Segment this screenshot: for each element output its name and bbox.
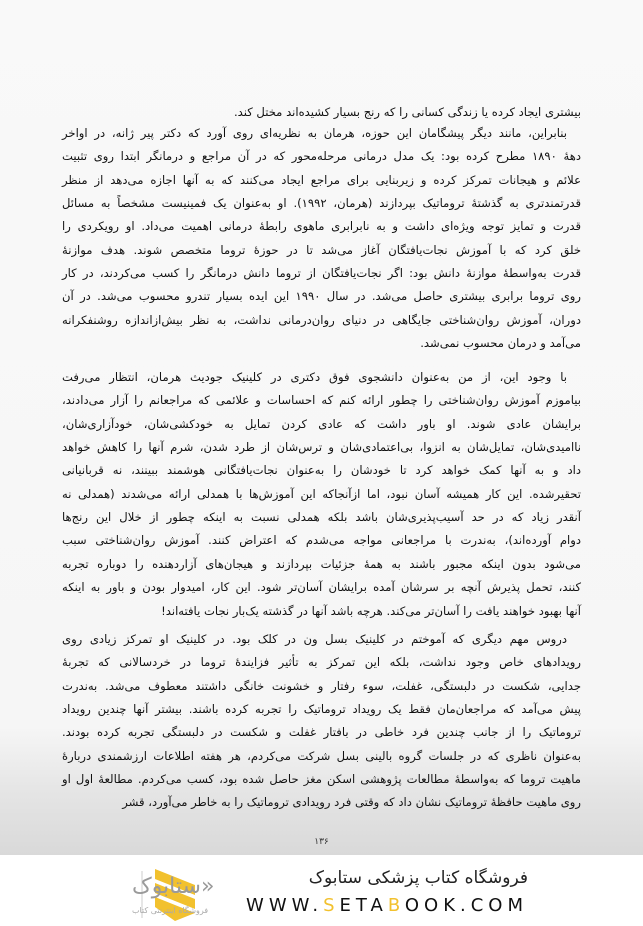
store-name: فروشگاه کتاب پزشکی ستابوک [308, 868, 528, 888]
text-line: داد و به آنها کمک خواهد کرد تا خودشان را به‌عنوان نجات‌یافتگانی هوشمند ببینند، نه قربانیانی [62, 463, 581, 478]
text-line: برایشان عادی شوند. او باور داشت که عادی کردن تمایل به خودکشی‌شان، خودآزاری‌شان، [62, 416, 581, 431]
logo-text: «ستابوک [132, 874, 215, 899]
text-line: دوام آورده‌اند)، به‌ندرت با مراجعانی مواجه می‌شدم که اعتراض کنند. آموزش روان‌شناختی سبب [62, 533, 581, 548]
text-line: کنند، تحمل پذیرش آنچه بر سرشان آمده برایشان آسان‌تر شود. این کار، امیدوار بودن و باور به اینکه [62, 580, 581, 595]
text-line: روی ماهیت حافظهٔ تروماتیک نشان داد که وقتی فرد رویدادی تروماتیک را به خاطر می‌آورد، قشر [122, 795, 581, 810]
text-line: ناامیدی‌شان، تمایل‌شان به انزوا، بی‌اعتمادی‌شان و ترس‌شان از طرد شدن، شرم آنها را کاهش خواهد [62, 440, 581, 455]
text-line: دههٔ ۱۸۹۰ مطرح کرده بود: یک مدل درمانی مرحله‌محور که در آن مراجع و درمانگر ابتدا روی تثبیت [62, 149, 581, 164]
text-line: قدرت به‌واسطهٔ موازنهٔ دانش بود: اگر نجات‌یافتگان از تروما دانش درمانگر را کسب می‌کردند، در کار [62, 266, 581, 281]
text-line: قدرت و تمایز توجه ویژه‌ای داشت و به نابرابری ماهوی رابطهٔ درمانی اهمیت می‌داد. او رویکردی را [62, 219, 581, 234]
text-line: بیشتری ایجاد کرده یا زندگی کسانی را که رنج بسیار کشیده‌اند مختل کند. [233, 105, 581, 119]
text-line: آنقدر زیاد که در حد آسیب‌پذیری‌شان باشد بلکه همدلی نسبت به اینکه چطور از خلال این رنج‌ها [62, 510, 581, 525]
text-line: ماهیت تروما که به‌واسطهٔ مطالعات پژوهشی اسکن مغز حاصل شده بود، کسب می‌کردم. مطالعهٔ اول او [62, 772, 581, 787]
text-line: قدرتمندتری به گذشتهٔ تروماتیک بپردازند (هرمان، ۱۹۹۲). او به‌عنوان یک فمینیست مشخصاً به مسائل [62, 196, 581, 211]
text-line: بنابراین، مانند دیگر پیشگامان این حوزه، هرمان به نظریه‌ای روی آورد که دکتر پیر ژانه، در اواخر [62, 126, 567, 140]
text-line: جدایی، شکست در دلبستگی، غفلت، سوء رفتار و خشونت خانگی داشتند معطوف می‌شد. به‌ندرت [62, 678, 581, 693]
text-line: به‌عنوان ناظری که در جلسات گروه بالینی بسل شرکت می‌کردم، هر هفته اطلاعات ارزشمندی دربارهٔ [62, 748, 581, 763]
text-line: تروماتیک را از جانب چندین فرد خاطی در بافتار غفلت و شکست در دلبستگی تجربه کرده بودند. [62, 725, 581, 740]
text-line: دوران، آموزش روان‌شناختی جایگاهی در دنیای روان‌درمانی نداشت، به نظر بیش‌ازاندازه روشنفکرانه [62, 312, 581, 327]
store-url[interactable]: WWW.SETABOOK.COM [246, 895, 528, 916]
text-line: آنها بهبود خواهند یافت را آسان‌تر می‌کند. هرچه باشد آنها در گذشته یک‌بار نجات یافته‌اند! [161, 603, 581, 618]
text-line: پیش می‌آمد که مراجعان‌مان فقط یک رویداد تروماتیک را تجربه کرده باشند. بیشتر آنها چندین رویداد [62, 702, 581, 717]
text-line: با وجود این، از من به‌عنوان دانشجوی فوق دکتری در کلینیک جودیث هرمان، انتظار می‌رفت [62, 370, 567, 384]
logo-subtitle: فروشگاه اینترنتی کتاب [132, 906, 209, 915]
text-line: علائم و هیجانات تمرکز کرده و زیربنایی برای مراجع ایجاد می‌کنند که به آنها اجازه می‌دهد از منظر [62, 172, 581, 187]
text-line: تحقیرشده. این کار همیشه آسان نبود، اما ازآنجاکه این آموزش‌ها با همدلی ارائه می‌شدند (همدلی نه [62, 486, 581, 501]
setabook-logo-icon [30, 863, 215, 923]
text-line: دروس مهم دیگری که آموختم در کلینیک بسل ون در کلک بود. در کلینیک او تمرکز زیادی روی [62, 632, 567, 646]
text-line: خلق کرد که با آموزش نجات‌یافتگان آغاز می‌شد تا در حوزهٔ تروما متخصص شوند. هدف موازنهٔ [62, 242, 581, 257]
text-line: رویدادهای خاص وجود نداشت، بلکه این تمرکز به تأثیر فزایندهٔ تروما در خردسالانی که تجربهٔ [62, 655, 581, 670]
text-line: بیاموزم آموزش روان‌شناختی را چطور ارائه کنم که احساسات و علائمی که مراجعانم را آزار می‌دادند، [62, 393, 581, 408]
text-line: روی تروما برابری بیشتری حاصل می‌شد. در سال ۱۹۹۰ این ایده بسیار تندرو محسوب می‌شد. در آن [62, 289, 581, 304]
text-line: می‌آمد و درمان محسوب نمی‌شد. [420, 336, 581, 351]
text-line: می‌شود بدون اینکه مجبور باشند به همهٔ جزئیات بپردازند و هیجان‌های آزاردهنده را دوباره تجربه [62, 556, 581, 571]
footer-banner [0, 855, 643, 926]
page-number: ۱۳۶ [314, 837, 329, 847]
